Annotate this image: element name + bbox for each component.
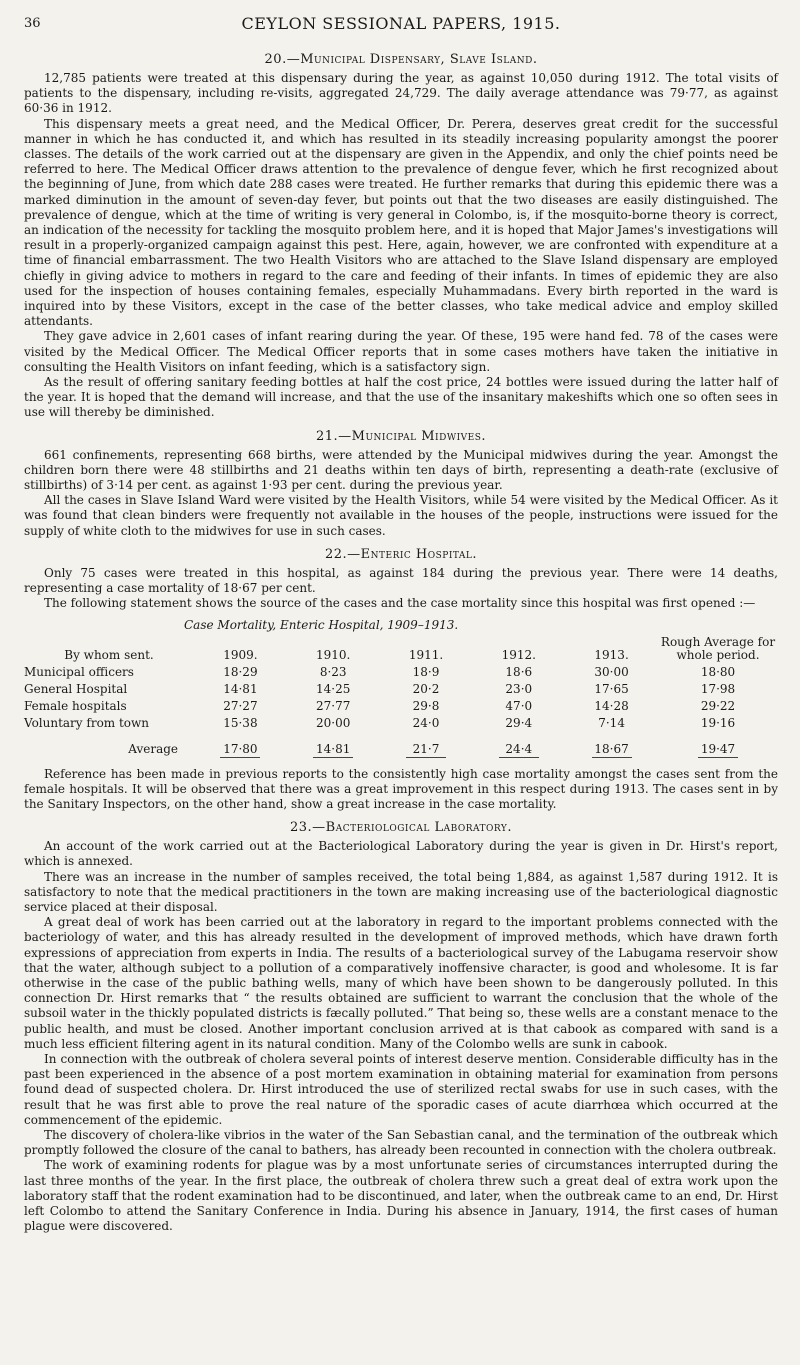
page-header [24,14,778,44]
average-label: Average [128,742,178,756]
s22-paragraph: The following statement shows the source of the cases and the case mortality since this hospital was first opened :— [44,596,756,611]
column-header: 1910. [316,647,351,662]
average-row [24,732,778,759]
table-caption: Case Mortality, Enteric Hospital, 1909–1913. [184,617,459,632]
table-cell: 29·4 [505,715,533,730]
table-cell: 27·27 [223,698,258,713]
table-cell: 23·0 [505,681,533,696]
s23-paragraph: An account of the work carried out at the Bacteriological Laboratory during the year is given in Dr. Hirst's report, which is annexed. [24,839,778,869]
s20-paragraph: This dispensary meets a great need, and the Medical Officer, Dr. Perera, deserves great credit for the successful manner in which he has conducted it, and which has resulted in its steadily increasing popularity amongst the poorer classes. The details of the work carried out at the dispensary are given in the Appendix, and only the chief points need be referred to here. The Medical Officer draws attention to the prevalence of dengue fever, which he first recognized about the beginning of June, from which date 288 cases were treated. He further remarks that during this epidemic there was a marked diminution in the amount of seven-day fever, but points out that the two diseases are easily distinguished. The prevalence of dengue, which at the time of writing is very general in Colombo, is, if the mosquito-borne theory is correct, an indication of the necessity for tackling the mosquito problem here, and it is hoped that Major James's investigations will result in a properly-organized campaign against this pest. Here, again, however, we are confronted with expenditure at a time of financial embarrassment. The two Health Visitors who are attached to the Slave Island dispensary are employed chiefly in giving advice to mothers in regard to the care and feeding of their infants. In times of epidemic they are also used for the inspection of houses containing females, especially Muhammadans. Every birth reported in the ward is inquired into by these Visitors, except in the case of the better classes, who take medical advice and employ skilled attendants. [24,116,778,329]
s23-paragraph: In connection with the outbreak of cholera several points of interest deserve mention. Considerable difficulty has in the past been experienced in the absence of a post mortem examination in obtaining material for examination from persons found dead of suspected cholera. Dr. Hirst introduced the use of sterilized rectal swabs for use in such cases, with the result that he was first able to prove the real nature of the sporadic cases of acute diarrhœa which occurred at the commencement of the epidemic. [24,1051,778,1127]
table-cell: 17·65 [594,681,629,696]
table-cell: 29·8 [412,698,440,713]
column-header: 1912. [501,647,536,662]
table-cell: 18·6 [505,664,533,679]
table-row [24,664,778,681]
column-header: Rough Average for whole period. [660,634,776,662]
section-22-title: 22.—Enteric Hospital. [324,546,478,562]
table-cell: 30·00 [594,664,629,679]
s23-paragraph: The work of examining rodents for plague was by a most unfortunate series of circumstances interrupted during the last three months of the year. In the first place, the outbreak of cholera threw such a great deal of extra work upon the laboratory staff that the rodent examination had to be discontinued, and later, when the outbreak came to an end, Dr. Hirst left Colombo to attend the Sanitary Conference in India. During his absence in January, 1914, the first cases of human plague were discovered. [24,1158,778,1234]
section-21-title: 21.—Municipal Midwives. [315,428,487,444]
s23-paragraph: There was an increase in the number of samples received, the total being 1,884, as against 1,587 during 1912. It is satisfactory to note that the medical practitioners in the town are making increasing use of the bacteriological diagnostic service placed at their disposal. [24,869,778,914]
table-cell: 7·14 [598,715,625,730]
table-cell: 17·98 [700,681,736,696]
row-label: Voluntary from town [24,715,150,730]
s22-paragraph: Reference has been made in previous reports to the consistently high case mortality amongst the cases sent from the female hospitals. It will be observed that there was a great improvement in this respect during 1913. The cases sent in by the Sanitary Inspectors, on the other hand, show a great increase in the case mortality. [24,766,778,811]
row-label: Female hospitals [24,698,127,713]
s23-paragraph: A great deal of work has been carried out at the laboratory in regard to the important problems connected with the bacteriology of water, and this has already resulted in the development of improved methods, which have drawn forth expressions of appreciation from experts in India. The results of a bacteriological survey of the Labugama reservoir show that the water, although subject to a pollution of a comparatively inoffensive character, is good and wholesome. It is far otherwise in the case of the public bathing wells, many of which have been shown to be dangerously polluted. In this connection Dr. Hirst remarks that “ the results obtained are sufficient to warrant the conclusion that the whole of the subsoil water in the thickly populated districts is fæcally polluted.” That being so, these wells are a constant menace to the public health, and must be closed. Another important conclusion arrived at is that cabook as compared with sand is a much less efficient filtering agent in its natural condition. Many of the Colombo wells are sunk in cabook. [24,915,778,1051]
s21-paragraph: All the cases in Slave Island Ward were visited by the Health Visitors, while 54 were visited by the Medical Officer. As it was found that clean binders were frequently not available in the houses of the people, instructions were issued for the supply of white cloth to the midwives for use in such cases. [24,493,778,538]
s21-paragraph: 661 confinements, representing 668 births, were attended by the Municipal midwives during the year. Amongst the children born there were 48 stillbirths and 21 deaths within ten days of birth, representing a death-rate (exclusive of stillbirths) of 3·14 per cent. as against 1·93 per cent. during the previous year. [24,447,778,493]
s20-paragraph: As the result of offering sanitary feeding bottles at half the cost price, 24 bottles were issued during the latter half of the year. It is hoped that the demand will increase, and that the use of the insanitary makeshifts which one so often sees in use will thereby be diminished. [24,375,778,420]
s23-paragraph: The discovery of cholera-like vibrios in the water of the San Sebastian canal, and the termination of the outbreak which promptly followed the closure of the canal to bathers, has already been recounted in connection with the cholera outbreak. [24,1127,778,1158]
table-row [24,681,778,698]
table-cell: 47·0 [505,698,533,713]
table-cell: 29·22 [700,698,736,713]
average-cell: 18·67 [565,732,658,759]
table-cell: 18·29 [223,664,258,679]
table-cell: 14·28 [594,698,629,713]
running-title: CEYLON SESSIONAL PAPERS, 1915. [241,14,561,33]
table-row [24,715,778,732]
average-cell: 21·7 [380,732,473,759]
table-cell: 27·77 [316,698,351,713]
table-cell: 14·25 [316,681,351,696]
table-cell: 20·2 [412,681,440,696]
table-cell: 15·38 [223,715,258,730]
column-header: 1909. [223,647,258,662]
table-cell: 20·00 [316,715,351,730]
table-cell: 18·80 [700,664,736,679]
row-label: Municipal officers [24,664,134,679]
average-cell: 14·81 [287,732,380,759]
average-cell: 19·47 [658,732,778,759]
average-cell: 17·80 [194,732,287,759]
table-cell: 8·23 [319,664,347,679]
section-20-title: 20.—Municipal Dispensary, Slave Island. [264,52,538,67]
table-header-row [24,634,778,664]
table-cell: 14·81 [223,681,258,696]
table-cell: 19·16 [700,715,736,730]
table-cell: 18·9 [412,664,440,679]
s20-paragraph: They gave advice in 2,601 cases of infant rearing during the year. Of these, 195 were hand fed. 78 of the cases were visited by the Medical Officer. The Medical Officer reports that in some cases mothers have taken the initiative in consulting the Health Visitors on infant feeding, which is a satisfactory sign. [24,329,778,374]
average-cell: 24·4 [472,732,565,759]
column-header: 1911. [408,647,444,662]
column-header: 1913. [594,647,629,662]
s22-paragraph: Only 75 cases were treated in this hospital, as against 184 during the previous year. There were 14 deaths, representing a case mortality of 18·67 per cent. [24,565,778,596]
section-23-title: 23.—Bacteriological Laboratory. [289,820,513,836]
case-mortality-table [24,634,778,759]
page-number: 36 [24,16,41,31]
table-row [24,698,778,715]
s20-paragraph: 12,785 patients were treated at this dispensary during the year, as against 10,050 during 1912. The total visits of patients to the dispensary, including re-visits, aggregated 24,729. The daily average attendance was 79·77, as against 60·36 in 1912. [24,71,778,116]
row-label: General Hospital [24,681,128,696]
column-header: By whom sent. [64,647,154,662]
table-cell: 24·0 [412,715,440,730]
